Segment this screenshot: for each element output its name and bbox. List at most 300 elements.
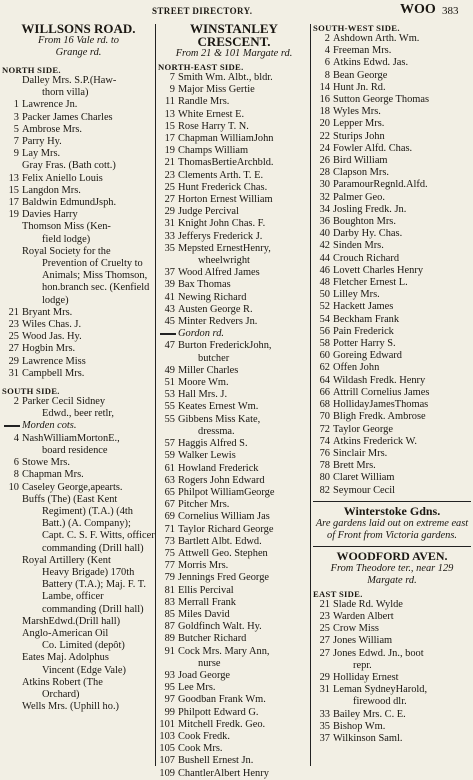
street-title-winstanley-1: WINSTANLEY bbox=[190, 21, 278, 36]
resident-name: Gibbens Miss Kate, bbox=[178, 413, 261, 425]
resident-name: Beckham Frank bbox=[333, 313, 400, 325]
house-number: 53 bbox=[164, 389, 175, 401]
house-number: 25 bbox=[8, 331, 19, 343]
house-number: 2 bbox=[324, 33, 330, 44]
resident-name: Wells Mrs. (Uphill ho.) bbox=[22, 701, 120, 713]
directory-entry bbox=[313, 82, 471, 94]
directory-entry bbox=[158, 182, 310, 194]
directory-entry bbox=[313, 485, 471, 497]
resident-name: NashWilliamMortonE., bbox=[22, 432, 120, 444]
house-number: 8 bbox=[13, 469, 19, 481]
directory-entry bbox=[158, 609, 310, 621]
directory-entry bbox=[313, 94, 471, 106]
directory-entry bbox=[313, 57, 471, 69]
house-number: 73 bbox=[164, 535, 175, 547]
directory-entry bbox=[313, 192, 471, 204]
directory-entry bbox=[158, 707, 310, 719]
directory-entry bbox=[2, 494, 155, 506]
side-heading-south-west: SOUTH-WEST SIDE. bbox=[313, 23, 400, 33]
resident-name: Newing Richard bbox=[178, 291, 247, 303]
resident-name: Bax Thomas bbox=[178, 279, 231, 291]
resident-name: Goodban Frank Wm. bbox=[178, 694, 266, 706]
house-number: 2 bbox=[13, 396, 19, 408]
directory-entry bbox=[2, 99, 155, 111]
directory-entry bbox=[158, 438, 310, 450]
resident-name: Sinden Mrs. bbox=[333, 240, 384, 252]
column-3 bbox=[313, 22, 471, 768]
cross-street-label: Gordon rd. bbox=[178, 328, 224, 340]
resident-name: Mitchell Fredk. Geo. bbox=[178, 718, 266, 730]
house-number: 55 bbox=[164, 401, 175, 413]
directory-entry bbox=[158, 414, 310, 426]
resident-name: Pitcher Mrs. bbox=[178, 499, 230, 511]
directory-entry bbox=[2, 555, 155, 567]
directory-entry bbox=[2, 652, 155, 664]
house-number: 41 bbox=[164, 291, 175, 303]
street-subtitle-1: From 16 Vale rd. to bbox=[38, 35, 119, 46]
house-number: 21 bbox=[164, 157, 175, 169]
house-number: 69 bbox=[164, 511, 175, 523]
house-number: 66 bbox=[319, 386, 330, 398]
resident-name: Burton FrederickJohn, bbox=[178, 340, 272, 352]
resident-name: Potter Harry S. bbox=[333, 338, 396, 350]
house-number: 81 bbox=[164, 584, 175, 596]
house-number: 16 bbox=[319, 94, 330, 106]
resident-name: Goldfinch Walt. Hy. bbox=[178, 621, 262, 633]
resident-name: Clements Arth. T. E. bbox=[178, 169, 264, 181]
directory-entry bbox=[158, 682, 310, 694]
directory-entry bbox=[313, 436, 471, 448]
directory-entry bbox=[2, 148, 155, 160]
resident-name: White Ernest E. bbox=[178, 108, 245, 120]
directory-entry bbox=[313, 472, 471, 484]
cross-rule bbox=[160, 333, 176, 335]
directory-entry bbox=[313, 448, 471, 460]
house-number: 6 bbox=[13, 457, 19, 469]
house-number: 13 bbox=[8, 172, 19, 184]
section-divider bbox=[313, 501, 471, 502]
resident-name: Thomson Miss (Ken- bbox=[22, 221, 111, 233]
resident-name: Seymour Cecil bbox=[333, 484, 396, 496]
resident-name: Packer James Charles bbox=[22, 111, 113, 123]
directory-entry bbox=[158, 450, 310, 462]
resident-name: Bean George bbox=[333, 69, 388, 81]
house-number: 56 bbox=[319, 325, 330, 337]
house-number: 15 bbox=[8, 184, 19, 196]
resident-name: Lay Mrs. bbox=[22, 148, 61, 160]
resident-name: Taylor Richard George bbox=[178, 523, 274, 535]
house-number: 107 bbox=[159, 755, 175, 767]
directory-entry bbox=[2, 160, 155, 172]
resident-name: Wood Jas. Hy. bbox=[22, 331, 82, 343]
house-number: 76 bbox=[319, 447, 330, 459]
resident-name: Cook Mrs. bbox=[178, 743, 223, 755]
directory-entry bbox=[158, 719, 310, 731]
resident-name: Palmer Geo. bbox=[333, 191, 385, 203]
entries-list bbox=[2, 433, 155, 714]
house-number: 29 bbox=[8, 355, 19, 367]
house-number: 99 bbox=[164, 706, 175, 718]
column-rule-1 bbox=[155, 24, 156, 766]
side-heading-north-east: NORTH-EAST SIDE. bbox=[158, 62, 244, 72]
resident-name: Judge Percival bbox=[178, 206, 239, 218]
house-number: 46 bbox=[319, 264, 330, 276]
resident-name: Hall Mrs. J. bbox=[178, 389, 228, 401]
directory-entry bbox=[313, 375, 471, 387]
resident-name: MarshEdwd.(Drill hall) bbox=[22, 615, 121, 627]
house-number: 103 bbox=[159, 730, 175, 742]
directory-entry bbox=[158, 340, 310, 352]
resident-name: Parry Hy. bbox=[22, 136, 62, 148]
directory-entry bbox=[158, 572, 310, 584]
house-number: 60 bbox=[319, 350, 330, 362]
house-number: 85 bbox=[164, 608, 175, 620]
entries-list bbox=[313, 599, 471, 745]
house-number: 55 bbox=[164, 413, 175, 425]
resident-name: Wyles Mrs. bbox=[333, 106, 381, 118]
directory-entry bbox=[313, 70, 471, 82]
house-number: 8 bbox=[324, 69, 330, 81]
directory-entry bbox=[313, 721, 471, 733]
house-number: 6 bbox=[324, 57, 330, 69]
directory-entry bbox=[158, 96, 310, 108]
resident-name: Sinclair Mrs. bbox=[333, 447, 388, 459]
directory-entry bbox=[313, 143, 471, 155]
directory-entry bbox=[158, 670, 310, 682]
house-number: 1 bbox=[13, 99, 19, 111]
resident-name: Taylor George bbox=[333, 423, 393, 435]
resident-name: Leman SydneyHarold, bbox=[333, 684, 428, 696]
resident-name: ThomasBertieArchbld. bbox=[178, 157, 274, 169]
house-number: 39 bbox=[164, 279, 175, 291]
resident-name: Hunt Jn. Rd. bbox=[333, 81, 386, 93]
house-number: 28 bbox=[319, 167, 330, 179]
directory-entry bbox=[313, 399, 471, 411]
resident-name: Crow Miss bbox=[333, 623, 379, 635]
house-number: 9 bbox=[13, 148, 19, 160]
resident-name: Claret William bbox=[333, 472, 395, 484]
entry-continuation: board residence bbox=[42, 444, 108, 456]
entry-continuation: nurse bbox=[198, 657, 221, 669]
resident-name: Buffs (The) (East Kent bbox=[22, 493, 118, 505]
house-number: 59 bbox=[164, 450, 175, 462]
directory-entry bbox=[313, 424, 471, 436]
house-number: 4 bbox=[13, 432, 19, 444]
directory-entry bbox=[158, 487, 310, 499]
street-title-winterstoke: Winterstoke Gdns. bbox=[343, 503, 441, 518]
entries-list bbox=[2, 396, 155, 420]
directory-entry bbox=[158, 109, 310, 121]
resident-name: Caseley George,apearts. bbox=[22, 481, 123, 493]
directory-entry bbox=[313, 106, 471, 118]
resident-name: ChantlerAlbert Henry bbox=[178, 767, 269, 779]
resident-name: Eates Maj. Adolphus bbox=[22, 652, 109, 664]
resident-name: Miller Charles bbox=[178, 364, 239, 376]
resident-name: Lepper Mrs. bbox=[333, 118, 385, 130]
resident-name: Philpott Edward G. bbox=[178, 706, 259, 718]
resident-name: Bartlett Albt. Edwd. bbox=[178, 535, 262, 547]
directory-entry bbox=[158, 316, 310, 328]
resident-name: Minter Redvers Jn. bbox=[178, 316, 258, 328]
cross-street-label: Morden cots. bbox=[22, 420, 77, 432]
house-number: 101 bbox=[159, 718, 175, 730]
house-number: 32 bbox=[319, 191, 330, 203]
directory-entry bbox=[158, 463, 310, 475]
page-header bbox=[0, 0, 473, 22]
house-number: 15 bbox=[164, 120, 175, 132]
house-number: 63 bbox=[164, 474, 175, 486]
resident-name: Philpot WilliamGeorge bbox=[178, 486, 275, 498]
house-number: 27 bbox=[8, 343, 19, 355]
directory-entry bbox=[2, 396, 155, 408]
entry-continuation: firewood dlr. bbox=[353, 696, 407, 708]
resident-name: Pain Frederick bbox=[333, 325, 394, 337]
house-number: 21 bbox=[8, 306, 19, 318]
resident-name: Dalley Mrs. S.P.(Haw- bbox=[22, 75, 117, 86]
directory-entry bbox=[313, 131, 471, 143]
resident-name: Bishop Wm. bbox=[333, 720, 386, 732]
house-number: 48 bbox=[319, 277, 330, 289]
house-number: 27 bbox=[319, 635, 330, 647]
house-number: 19 bbox=[164, 145, 175, 157]
house-number: 33 bbox=[319, 708, 330, 720]
directory-entry bbox=[313, 338, 471, 350]
house-number: 5 bbox=[13, 123, 19, 135]
directory-entry bbox=[158, 694, 310, 706]
house-number: 14 bbox=[319, 81, 330, 93]
directory-entry bbox=[313, 460, 471, 472]
resident-name: Rogers John Edward bbox=[178, 474, 265, 486]
house-number: 57 bbox=[164, 438, 175, 450]
directory-entry bbox=[313, 648, 471, 660]
house-number: 43 bbox=[164, 303, 175, 315]
resident-name: Hunt Frederick Chas. bbox=[178, 181, 268, 193]
house-number: 18 bbox=[319, 106, 330, 118]
directory-entry bbox=[158, 279, 310, 291]
house-number: 62 bbox=[319, 362, 330, 374]
directory-entry bbox=[313, 277, 471, 289]
directory-entry bbox=[158, 377, 310, 389]
directory-entry bbox=[2, 677, 155, 689]
street-title-winstanley-2: CRESCENT. bbox=[197, 34, 271, 49]
directory-entry bbox=[313, 635, 471, 647]
house-number: 7 bbox=[169, 72, 175, 83]
resident-name: Lee Mrs. bbox=[178, 682, 216, 694]
house-number: 70 bbox=[319, 411, 330, 423]
resident-name: Major Miss Gertie bbox=[178, 84, 255, 96]
house-number: 79 bbox=[164, 572, 175, 584]
directory-entry bbox=[313, 33, 471, 45]
house-number: 26 bbox=[319, 155, 330, 167]
directory-entry bbox=[313, 301, 471, 313]
house-number: 35 bbox=[319, 720, 330, 732]
house-number: 27 bbox=[319, 647, 330, 659]
resident-name: Knight John Chas. F. bbox=[178, 218, 266, 230]
resident-name: Josling Fredk. Jn. bbox=[333, 203, 407, 215]
house-number: 17 bbox=[164, 133, 175, 145]
resident-name: Parker Cecil Sidney bbox=[22, 396, 106, 408]
resident-name: Royal Artillery (Kent bbox=[22, 554, 111, 566]
resident-name: Bailey Mrs. C. E. bbox=[333, 708, 406, 720]
directory-entry bbox=[313, 167, 471, 179]
house-number: 27 bbox=[164, 194, 175, 206]
street-subtitle-2: Grange rd. bbox=[55, 47, 102, 58]
resident-name: Randle Mrs. bbox=[178, 96, 230, 108]
resident-name: Rose Harry T. N. bbox=[178, 120, 249, 132]
house-number: 24 bbox=[319, 142, 330, 154]
directory-entry bbox=[2, 628, 155, 640]
house-number: 35 bbox=[164, 242, 175, 254]
house-number: 34 bbox=[319, 203, 330, 215]
directory-entry bbox=[158, 292, 310, 304]
directory-entry bbox=[158, 597, 310, 609]
entry-continuation: Edwd., beer retlr, bbox=[42, 408, 114, 420]
directory-entry bbox=[158, 548, 310, 560]
resident-name: Holliday Ernest bbox=[333, 671, 399, 683]
directory-entry bbox=[158, 72, 310, 84]
house-number: 87 bbox=[164, 621, 175, 633]
directory-entry bbox=[313, 326, 471, 338]
street-title-woodford: WOODFORD AVEN. bbox=[336, 548, 448, 563]
house-number: 30 bbox=[319, 179, 330, 191]
resident-name: Langdon Mrs. bbox=[22, 184, 81, 196]
directory-entry bbox=[313, 118, 471, 130]
directory-entry bbox=[313, 45, 471, 57]
resident-name: Jefferys Frederick J. bbox=[178, 230, 263, 242]
resident-name: Wildash Fredk. Henry bbox=[333, 374, 426, 386]
house-number: 23 bbox=[8, 319, 19, 331]
resident-name: Joad George bbox=[178, 669, 231, 681]
resident-name: Atkins Edwd. Jas. bbox=[333, 57, 409, 69]
directory-entry bbox=[313, 228, 471, 240]
side-heading-north: NORTH SIDE. bbox=[2, 65, 61, 75]
house-number: 25 bbox=[164, 181, 175, 193]
directory-entry bbox=[158, 731, 310, 743]
resident-name: Bligh Fredk. Ambrose bbox=[333, 411, 426, 423]
resident-name: Ashdown Arth. Wm. bbox=[333, 33, 420, 44]
resident-name: Cook Fredk. bbox=[178, 730, 230, 742]
directory-entry bbox=[313, 216, 471, 228]
house-number: 74 bbox=[319, 435, 330, 447]
cross-rule bbox=[4, 425, 20, 427]
resident-name: Warden Albert bbox=[333, 610, 394, 622]
resident-name: Howland Frederick bbox=[178, 462, 259, 474]
directory-entry bbox=[158, 389, 310, 401]
resident-name: Lawrence Jn. bbox=[22, 99, 78, 111]
resident-name: Boughton Mrs. bbox=[333, 216, 396, 228]
directory-entry bbox=[158, 621, 310, 633]
directory-entry bbox=[2, 433, 155, 445]
house-number: 91 bbox=[164, 645, 175, 657]
directory-entry bbox=[158, 401, 310, 413]
house-number: 93 bbox=[164, 669, 175, 681]
resident-name: Chapman Mrs. bbox=[22, 469, 84, 481]
directory-entry bbox=[2, 319, 155, 331]
section-code: WOO bbox=[400, 2, 436, 17]
directory-entry bbox=[158, 170, 310, 182]
resident-name: Lawrence Miss bbox=[22, 355, 86, 367]
resident-name: Hogbin Mrs. bbox=[22, 343, 76, 355]
resident-name: Ellis Percival bbox=[178, 584, 234, 596]
street-note: Are gardens laid out on extreme east of Front from Victoria gardens. bbox=[315, 517, 469, 541]
house-number: 7 bbox=[13, 136, 19, 148]
resident-name: Freeman Mrs. bbox=[333, 45, 392, 57]
column-1 bbox=[2, 22, 155, 768]
house-number: 13 bbox=[164, 108, 175, 120]
resident-name: Offen John bbox=[333, 362, 380, 374]
resident-name: Keates Ernest Wm. bbox=[178, 401, 259, 413]
entry-continuation: Regiment) (T.A.) (4th Batt.) (A. Company); Capt. C. S. F. Witts, officer commanding (Drill hall) bbox=[42, 505, 155, 554]
resident-name: Smith Wm. Albt., bldr. bbox=[178, 72, 273, 83]
resident-name: Champs William bbox=[178, 145, 249, 157]
house-number: 109 bbox=[159, 767, 175, 779]
house-number: 33 bbox=[164, 230, 175, 242]
directory-entry bbox=[313, 253, 471, 265]
directory-entry bbox=[158, 755, 310, 767]
house-number: 22 bbox=[319, 130, 330, 142]
resident-name: Goreing Edward bbox=[333, 350, 402, 362]
resident-name: Attrill Cornelius James bbox=[333, 386, 430, 398]
directory-entry bbox=[158, 84, 310, 96]
directory-entry bbox=[313, 350, 471, 362]
house-number: 82 bbox=[319, 484, 330, 496]
house-number: 97 bbox=[164, 694, 175, 706]
resident-name: Jones Edwd. Jn., boot bbox=[333, 647, 424, 659]
running-head: STREET DIRECTORY. bbox=[152, 6, 253, 16]
house-number: 68 bbox=[319, 399, 330, 411]
house-number: 89 bbox=[164, 633, 175, 645]
side-heading-south: SOUTH SIDE. bbox=[2, 386, 60, 397]
directory-entry bbox=[2, 701, 155, 713]
resident-name: Stowe Mrs. bbox=[22, 457, 70, 469]
entry-continuation: repr. bbox=[353, 659, 372, 671]
house-number: 19 bbox=[8, 209, 19, 221]
resident-name: Anglo-American Oil bbox=[22, 627, 109, 639]
directory-entry bbox=[158, 743, 310, 755]
house-number: 37 bbox=[164, 267, 175, 279]
entries-list bbox=[158, 340, 310, 779]
side-heading-east: EAST SIDE. bbox=[313, 588, 363, 599]
resident-name: Davies Harry bbox=[22, 209, 78, 221]
resident-name: Horton Ernest William bbox=[178, 194, 273, 206]
resident-name: Gray Fras. (Bath cott.) bbox=[22, 160, 116, 172]
directory-entry bbox=[313, 179, 471, 191]
directory-entry bbox=[2, 331, 155, 343]
directory-entry bbox=[158, 267, 310, 279]
resident-name: Bushell Ernest Jn. bbox=[178, 755, 254, 767]
directory-entry bbox=[313, 709, 471, 721]
directory-entry bbox=[158, 499, 310, 511]
directory-entry bbox=[158, 121, 310, 133]
directory-entry bbox=[313, 240, 471, 252]
house-number: 80 bbox=[319, 472, 330, 484]
entry-continuation: field lodge) bbox=[42, 233, 91, 245]
directory-entry bbox=[313, 387, 471, 399]
resident-name: Ambrose Mrs. bbox=[22, 123, 83, 135]
house-number: 23 bbox=[319, 610, 330, 622]
directory-entry bbox=[313, 611, 471, 623]
resident-name: Cock Mrs. Mary Ann, bbox=[178, 645, 270, 657]
house-number: 54 bbox=[319, 313, 330, 325]
house-number: 71 bbox=[164, 523, 175, 535]
resident-name: Jones William bbox=[333, 635, 393, 647]
directory-entry bbox=[2, 124, 155, 136]
street-subtitle: From 21 & 101 Margate rd. bbox=[175, 48, 293, 59]
directory-entry bbox=[2, 75, 155, 87]
directory-entry bbox=[158, 536, 310, 548]
house-number: 40 bbox=[319, 228, 330, 240]
directory-entry bbox=[313, 155, 471, 167]
